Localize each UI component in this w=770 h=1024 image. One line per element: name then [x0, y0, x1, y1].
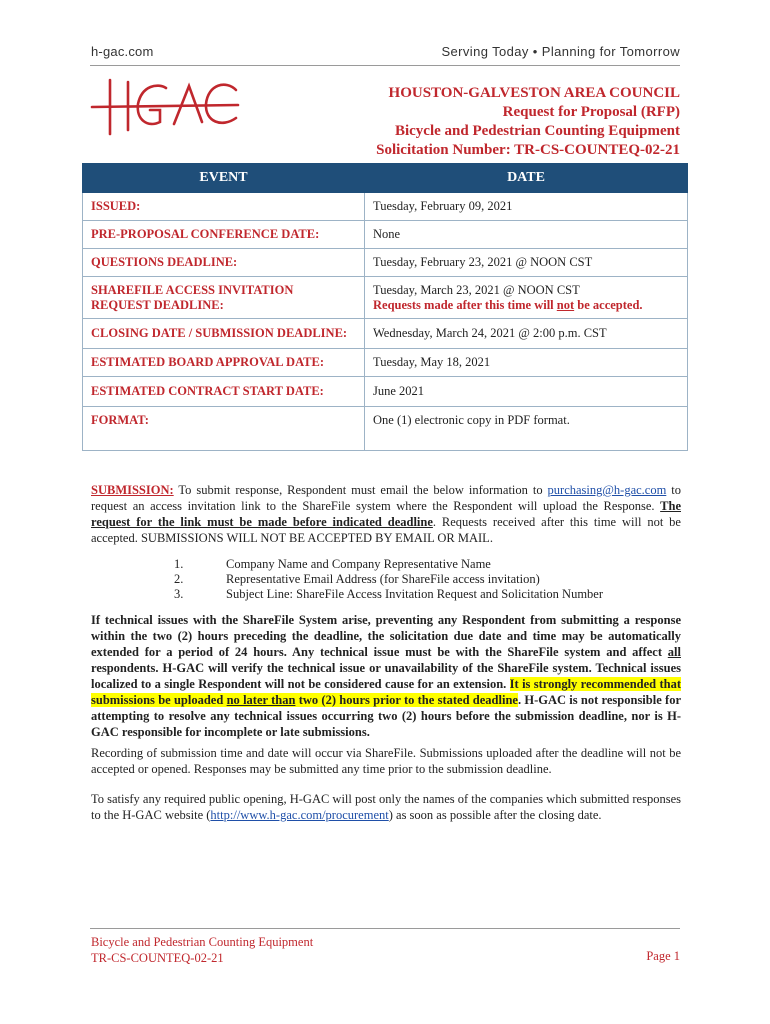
list-item: 3. Subject Line: ShareFile Access Invitation Request and Solicitation Number — [174, 587, 604, 601]
header-website: h-gac.com — [91, 44, 154, 59]
logo-crossbar — [92, 105, 238, 107]
logo-c-stroke — [206, 85, 236, 123]
event-cell: CLOSING DATE / SUBMISSION DEADLINE: — [83, 319, 365, 349]
date-cell: Tuesday, March 23, 2021 @ NOON CST Requests made after this time will not be accepted. — [365, 277, 688, 319]
header-tagline: Serving Today • Planning for Tomorrow — [441, 44, 680, 59]
table-row — [83, 319, 688, 349]
list-item: 1. Company Name and Company Representative Name — [174, 557, 491, 571]
table-row — [83, 349, 688, 377]
title-block — [376, 84, 680, 160]
table-row — [83, 249, 688, 277]
date-cell: June 2021 — [365, 377, 688, 407]
submission-steps-list — [174, 557, 603, 602]
event-cell: QUESTIONS DEADLINE: — [83, 249, 365, 277]
table-row — [83, 277, 688, 319]
purchasing-email-link[interactable]: purchasing@h-gac.com — [547, 483, 667, 497]
public-opening-paragraph: To satisfy any required public opening, H-GAC will post only the names of the companies which submitted responses to the H-GAC website (http://www.h-gac.com/procurement) as soon as possible after the closing date. — [91, 792, 681, 822]
procurement-website-link[interactable]: http://www.h-gac.com/procurement — [210, 808, 389, 822]
date-cell: One (1) electronic copy in PDF format. — [365, 407, 688, 451]
event-cell: ESTIMATED BOARD APPROVAL DATE: — [83, 349, 365, 377]
event-cell: PRE-PROPOSAL CONFERENCE DATE: — [83, 221, 365, 249]
submission-label: SUBMISSION: — [91, 483, 174, 497]
technical-issues-paragraph: If technical issues with the ShareFile System arise, preventing any Respondent from submitting a response within the two (2) hours preceding the deadline, the solicitation due date and time may be automatically extended for a period of 24 hours. Any technical issue must be with the ShareFile system and affect all respondents. H-GAC will verify the technical issue or unavailability of the ShareFile system. Technical issues localized to a single Respondent will not be considered cause for an extension. It is strongly recommended that submissions be uploaded no later than two (2) hours prior to the stated deadline. H-GAC is not responsible for attempting to resolve any technical issues occurring two (2) hours before the submission deadline, nor is H-GAC responsible for incomplete or late submissions. — [91, 613, 682, 739]
event-cell: FORMAT: — [83, 407, 365, 451]
table-row — [83, 377, 688, 407]
solicitation-number: Solicitation Number: TR-CS-COUNTEQ-02-21 — [376, 142, 680, 158]
recording-paragraph: Recording of submission time and date will occur via ShareFile. Submissions uploaded after the deadline will not be accepted or opened. Responses may be submitted any time prior to the submission deadline. — [91, 746, 681, 776]
footer-divider — [90, 928, 680, 929]
event-cell: ISSUED: — [83, 193, 365, 221]
date-cell: Tuesday, May 18, 2021 — [365, 349, 688, 377]
org-title: HOUSTON-GALVESTON AREA COUNCIL — [388, 85, 680, 101]
footer-doc-info: Bicycle and Pedestrian Counting Equipment TR-CS-COUNTEQ-02-21 — [91, 935, 314, 965]
date-cell: None — [365, 221, 688, 249]
table-row — [83, 193, 688, 221]
list-item: 2. Representative Email Address (for ShareFile access invitation) — [174, 572, 540, 586]
table-row — [83, 221, 688, 249]
submission-paragraph: SUBMISSION: To submit response, Respondent must email the below information to purchasing@h-gac.com to request an access invitation link to the ShareFile system where the Respondent will upload the Response. The request for the link must be made before indicated deadline. Requests received after this time will not be accepted. SUBMISSIONS WILL NOT BE ACCEPTED BY EMAIL OR MAIL. — [91, 483, 681, 545]
date-cell: Wednesday, March 24, 2021 @ 2:00 p.m. CST — [365, 319, 688, 349]
rfp-type: Request for Proposal (RFP) — [502, 104, 680, 120]
hgac-logo — [88, 74, 243, 144]
column-header-event: EVENT — [83, 164, 365, 193]
highlighted-recommendation: It is strongly recommended that submissions be uploaded no later than two (2) hours prior to the stated deadline — [91, 677, 682, 707]
project-title: Bicycle and Pedestrian Counting Equipment — [394, 123, 680, 139]
event-cell: SHAREFILE ACCESS INVITATION REQUEST DEADLINE: — [83, 277, 365, 319]
event-cell: ESTIMATED CONTRACT START DATE: — [83, 377, 365, 407]
column-header-date: DATE — [365, 164, 688, 193]
events-table — [82, 163, 688, 451]
header-divider — [90, 65, 680, 66]
page-number: Page 1 — [646, 949, 680, 963]
late-request-note: Requests made after this time will not be accepted. — [373, 297, 643, 312]
date-cell: Tuesday, February 09, 2021 — [365, 193, 688, 221]
date-cell: Tuesday, February 23, 2021 @ NOON CST — [365, 249, 688, 277]
table-row — [83, 407, 688, 451]
